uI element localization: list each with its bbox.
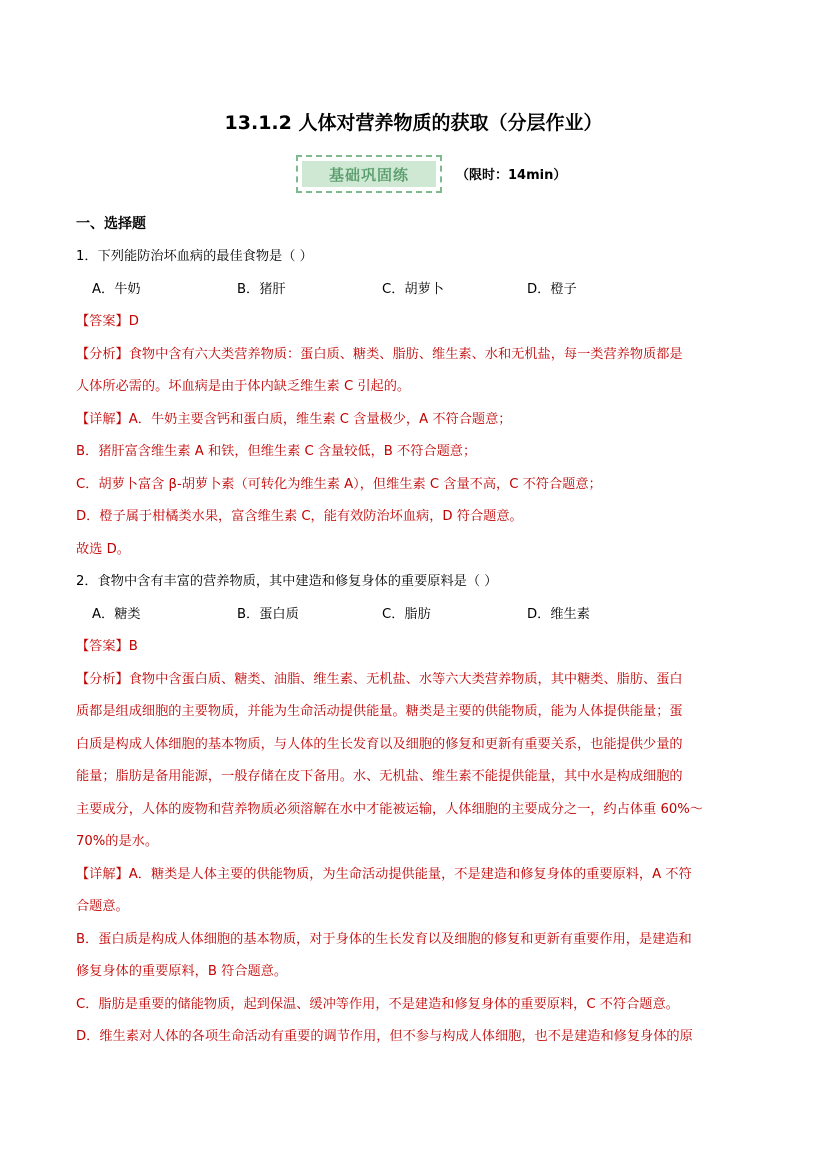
section-title: 一、选择题 — [76, 216, 146, 232]
option-d: D．橙子 — [527, 281, 577, 297]
detail-line: B．蛋白质是构成人体细胞的基本物质，对于身体的生长发育以及细胞的修复和更新有重要作用，是建造和 — [76, 931, 692, 947]
option-list — [76, 599, 756, 632]
analysis-line: 能量；脂肪是备用能源，一般存储在皮下备用。水、无机盐、维生素不能提供能量，其中水是构成细胞的 — [76, 769, 683, 784]
conclusion-line: 故选 D。 — [76, 541, 130, 557]
question-stem: 2．食物中含有丰富的营养物质，其中建造和修复身体的重要原料是（ ） — [76, 574, 498, 589]
detail-line: 【详解】A．牛奶主要含钙和蛋白质，维生素 C 含量极少，A 不符合题意； — [76, 411, 512, 427]
level-badge-label: 基础巩固练 — [302, 161, 436, 187]
option-b: B．蛋白质 — [237, 606, 299, 622]
analysis-line: 白质是构成人体细胞的基本物质，与人体的生长发育以及细胞的修复和更新有重要关系，也能提供少量的 — [76, 736, 683, 752]
detail-line: 修复身体的重要原料，B 符合题意。 — [76, 964, 288, 979]
question-stem: 1．下列能防治坏血病的最佳食物是（ ） — [76, 249, 313, 264]
option-a: A．糖类 — [92, 606, 141, 622]
analysis-line: 70%的是水。 — [76, 834, 159, 849]
detail-line: D．维生素对人体的各项生命活动有重要的调节作用，但不参与构成人体细胞，也不是建造和修复身体的原 — [76, 1029, 693, 1044]
analysis-line: 人体所必需的。坏血病是由于体内缺乏维生素 C 引起的。 — [76, 379, 411, 394]
question-1 — [76, 241, 756, 566]
analysis-line: 【分析】食物中含蛋白质、糖类、油脂、维生素、无机盐、水等六大类营养物质，其中糖类、脂肪、蛋白 — [76, 671, 683, 687]
option-d: D．维生素 — [527, 606, 590, 622]
option-list — [76, 274, 756, 307]
time-limit: （限时：14min） — [456, 168, 567, 183]
detail-line: 合题意。 — [76, 899, 129, 914]
analysis-line: 质都是组成细胞的主要物质，并能为生命活动提供能量。糖类是主要的供能物质，能为人体提供能量；蛋 — [76, 704, 683, 719]
analysis-line: 主要成分，人体的废物和营养物质必须溶解在水中才能被运输，人体细胞的主要成分之一，约占体重 60%～ — [76, 801, 703, 817]
detail-line: C．脂肪是重要的储能物质，起到保温、缓冲等作用，不是建造和修复身体的重要原料，C 不符合题意。 — [76, 996, 679, 1012]
answer-label: 【答案】B — [76, 639, 138, 654]
option-c: C．脂肪 — [382, 606, 431, 622]
answer-label: 【答案】D — [76, 314, 139, 329]
detail-line: B．猪肝富含维生素 A 和铁，但维生素 C 含量较低，B 不符合题意； — [76, 444, 477, 459]
option-a: A．牛奶 — [92, 281, 141, 297]
option-b: B．猪肝 — [237, 281, 286, 297]
question-2 — [76, 566, 756, 1054]
page-title: 13.1.2 人体对营养物质的获取（分层作业） — [224, 112, 603, 134]
detail-line: D．橙子属于柑橘类水果，富含维生素 C，能有效防治坏血病，D 符合题意。 — [76, 509, 523, 524]
section-header-block — [76, 208, 756, 241]
analysis-line: 【分析】食物中含有六大类营养物质：蛋白质、糖类、脂肪、维生素、水和无机盐，每一类营养物质都是 — [76, 346, 683, 362]
option-c: C．胡萝卜 — [382, 281, 444, 297]
level-badge — [296, 155, 442, 193]
detail-line: C．胡萝卜富含 β-胡萝卜素（可转化为维生素 A），但维生素 C 含量不高，C 不符合题意； — [76, 476, 602, 492]
detail-line: 【详解】A．糖类是人体主要的供能物质，为生命活动提供能量，不是建造和修复身体的重要原料，A 不符 — [76, 866, 692, 882]
